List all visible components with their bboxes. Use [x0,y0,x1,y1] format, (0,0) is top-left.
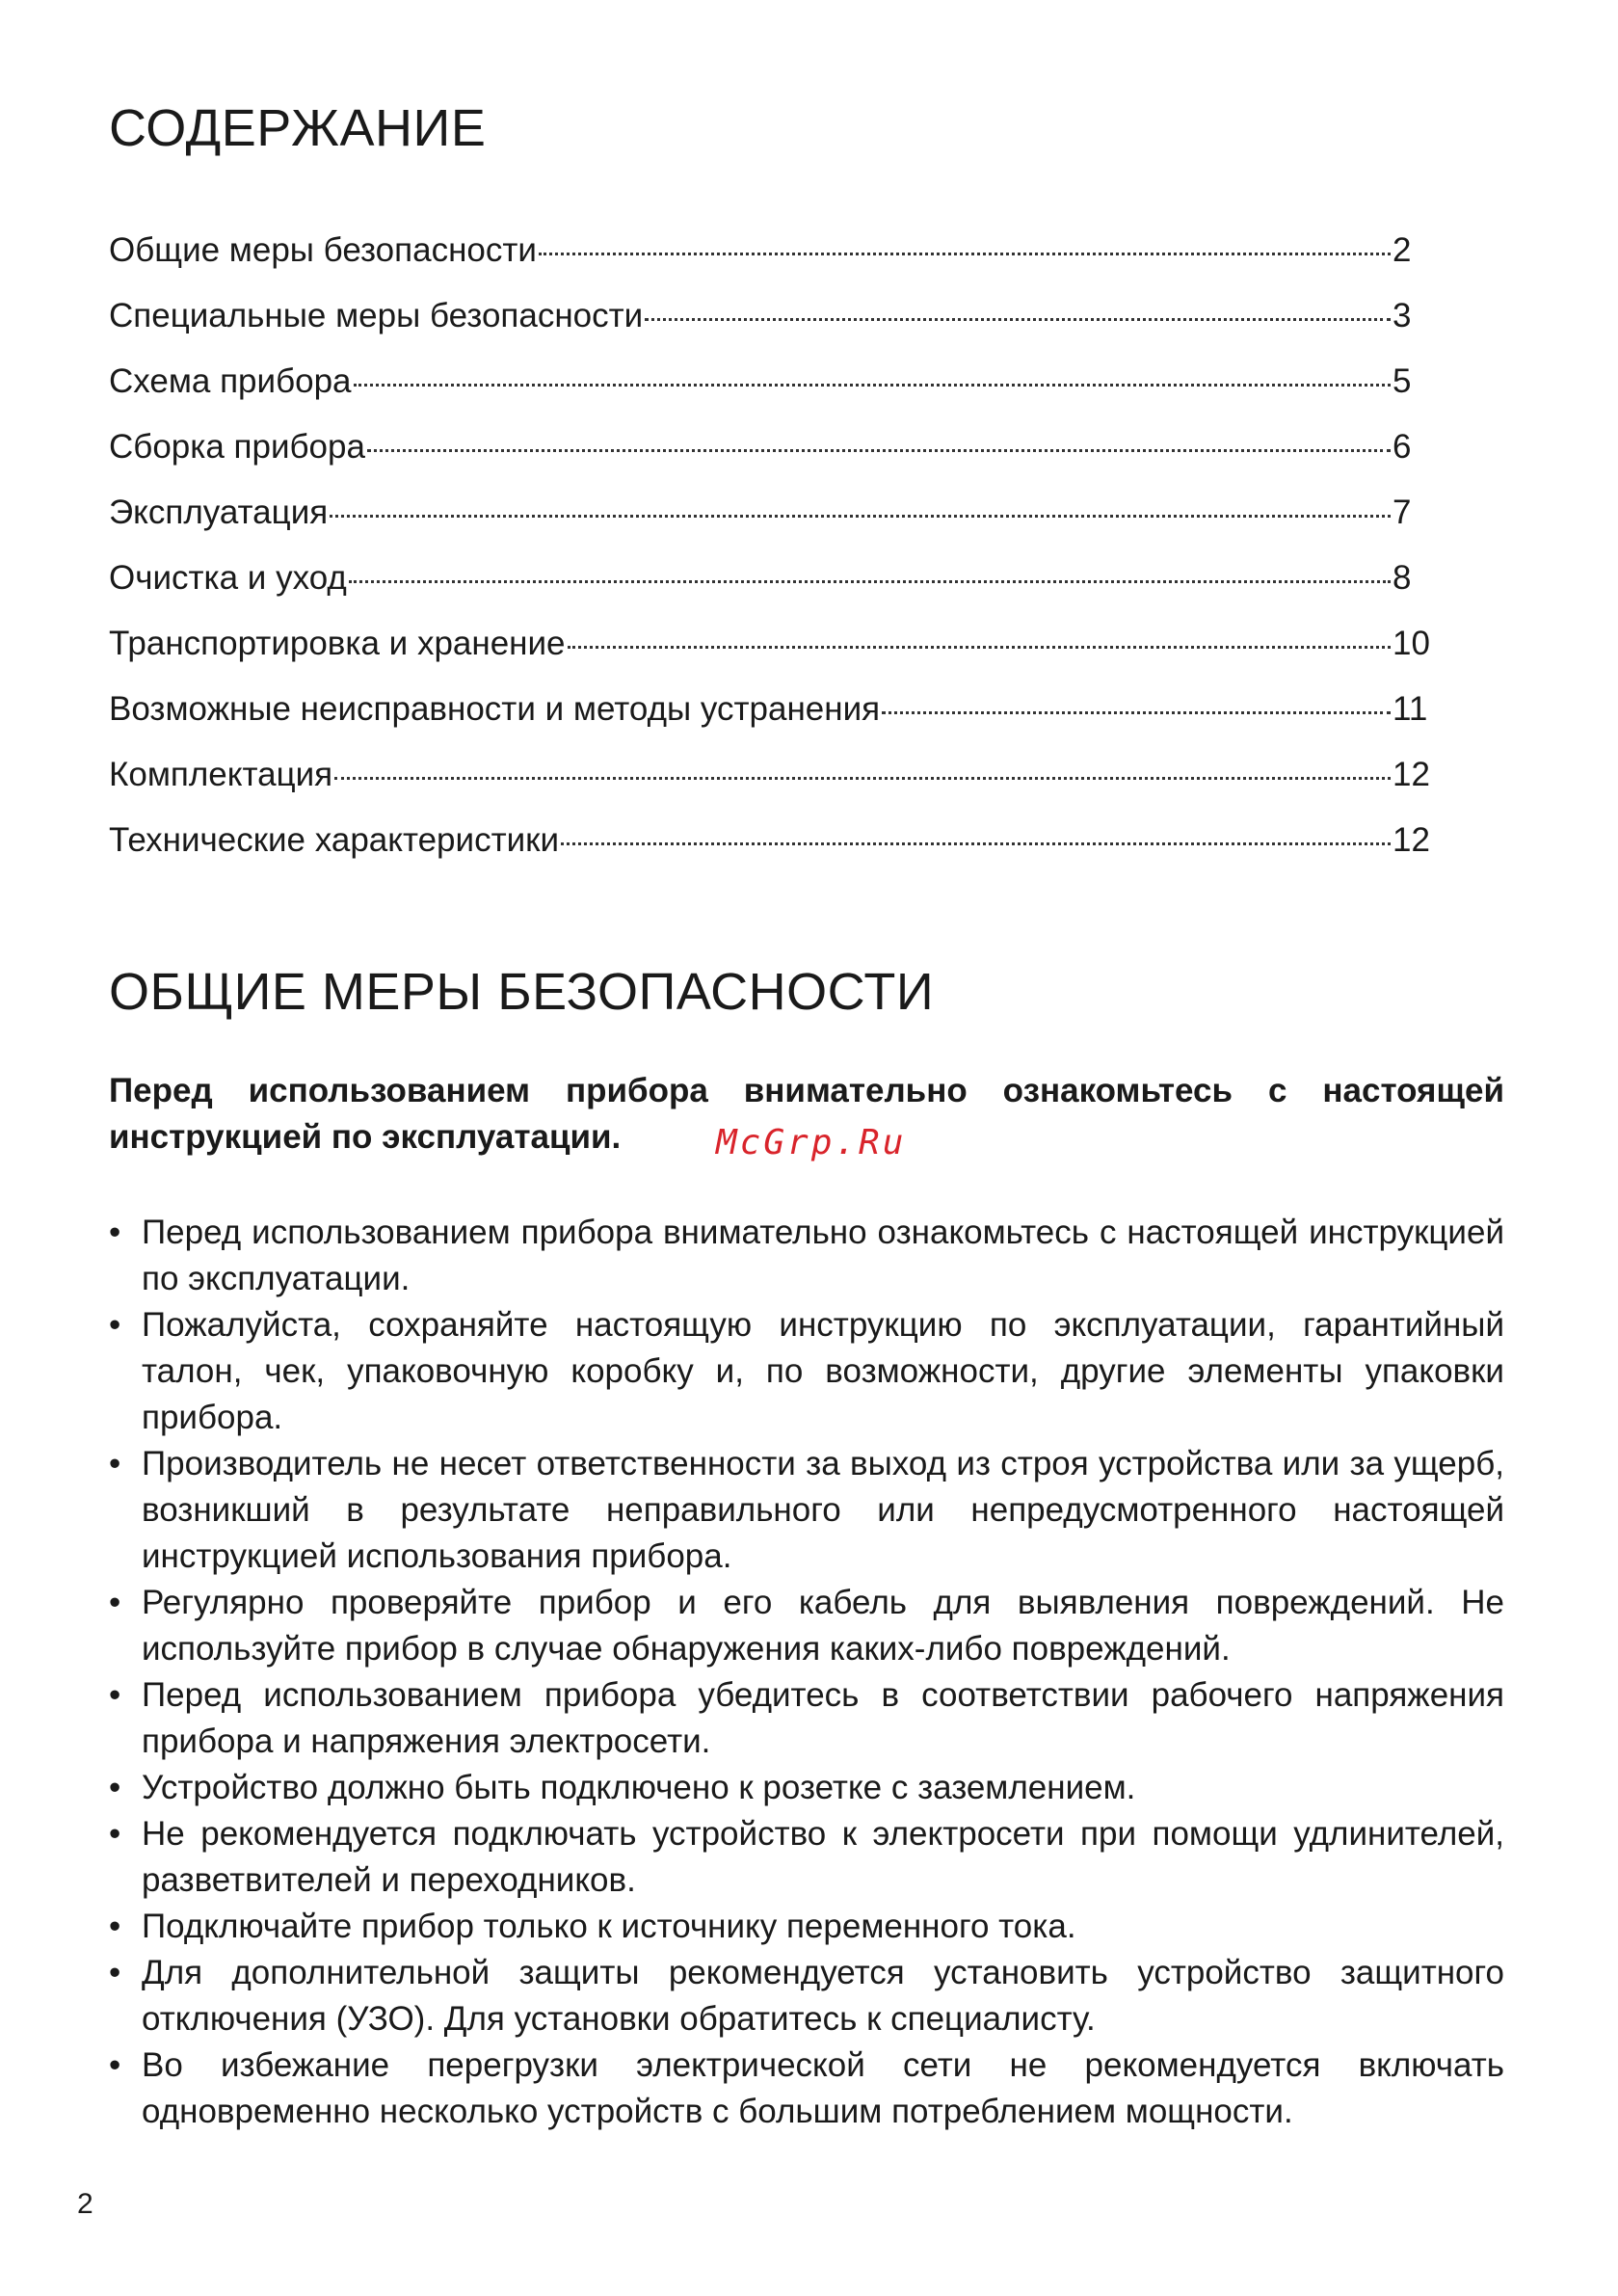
toc-item[interactable] [109,555,1439,621]
bullet-icon: • [109,1908,121,1945]
list-item [109,1950,1504,2042]
bullet-icon: • [109,1306,121,1344]
list-item [109,1302,1504,1441]
toc-item[interactable] [109,227,1439,293]
bullet-icon: • [109,1769,121,1806]
toc-item-page: 12 [1393,821,1430,859]
toc-item-page: 6 [1393,428,1412,466]
watermark: McGrp.Ru [716,1123,907,1162]
bullet-text: Подключайте прибор только к источнику переменного тока. [142,1908,1076,1945]
bullet-icon: • [109,1676,121,1714]
bullet-text: Перед использованием прибора убедитесь в соответствии рабочего напряжения прибора и напряжения электросети. [142,1676,1504,1760]
bullet-icon: • [109,2046,121,2084]
toc-item-label: Общие меры безопасности [109,231,537,269]
toc-item[interactable] [109,621,1439,686]
toc-item-page: 8 [1393,559,1412,597]
toc-leader-dots [561,842,1391,845]
toc-item[interactable] [109,293,1439,359]
toc-item-page: 5 [1393,362,1412,400]
list-item [109,1811,1504,1904]
toc-leader-dots [330,515,1391,518]
bullet-text: Для дополнительной защиты рекомендуется установить устройство защитного отключения (УЗО). Для установки обратитесь к специалисту. [142,1954,1504,2038]
toc-leader-dots [349,580,1391,583]
list-item [109,1765,1504,1811]
toc-item[interactable] [109,752,1439,817]
toc-leader-dots [568,646,1391,649]
bullet-icon: • [109,1214,121,1251]
table-of-contents [109,227,1439,883]
bullet-text: Регулярно проверяйте прибор и его кабель для выявления повреждений. Не используйте прибор в случае обнаружения каких-либо повреждений. [142,1584,1504,1668]
toc-leader-dots [354,384,1391,387]
bullet-icon: • [109,1445,121,1482]
toc-item-label: Эксплуатация [109,494,329,531]
bullet-text: Устройство должно быть подключено к розетке с заземлением. [142,1769,1136,1806]
toc-title: СОДЕРЖАНИЕ [109,99,487,157]
bullet-text: Не рекомендуется подключать устройство к электросети при помощи удлинителей, разветвителей и переходников. [142,1815,1504,1899]
toc-leader-dots [367,449,1391,452]
safety-bullet-list [109,1210,1504,2135]
bullet-text: Пожалуйста, сохраняйте настоящую инструкцию по эксплуатации, гарантийный талон, чек, упаковочную коробку и, по возможности, другие элементы упаковки прибора. [142,1306,1504,1436]
safety-intro: Перед использованием прибора внимательно ознакомьтесь с настоящей инструкцией по эксплуатации. [109,1072,1504,1156]
toc-item-page: 10 [1393,625,1430,662]
toc-item-label: Очистка и уход [109,559,347,597]
toc-item-label: Специальные меры безопасности [109,297,644,334]
bullet-text: Перед использованием прибора внимательно ознакомьтесь с настоящей инструкцией по эксплуатации. [142,1214,1504,1297]
toc-item-label: Транспортировка и хранение [109,625,566,662]
toc-item[interactable] [109,817,1439,883]
toc-item-label: Комплектация [109,756,333,793]
toc-item-label: Схема прибора [109,362,352,400]
bullet-icon: • [109,1954,121,1991]
bullet-icon: • [109,1815,121,1853]
toc-item-label: Возможные неисправности и методы устранения [109,690,881,728]
toc-item-page: 7 [1393,494,1412,531]
toc-item[interactable] [109,424,1439,490]
toc-item-page: 12 [1393,756,1430,793]
list-item [109,1210,1504,1302]
list-item [109,1904,1504,1950]
bullet-icon: • [109,1584,121,1621]
page-number: 2 [77,2188,93,2220]
list-item [109,1672,1504,1765]
toc-item[interactable] [109,490,1439,555]
toc-leader-dots [882,711,1391,714]
toc-item[interactable] [109,359,1439,424]
toc-item-page: 11 [1393,690,1428,728]
list-item [109,1441,1504,1580]
toc-leader-dots [334,777,1391,780]
safety-section-title: ОБЩИЕ МЕРЫ БЕЗОПАСНОСТИ [109,963,935,1021]
list-item [109,1580,1504,1672]
toc-leader-dots [645,318,1391,321]
toc-item[interactable] [109,686,1439,752]
list-item [109,2042,1504,2135]
toc-item-page: 3 [1393,297,1412,334]
toc-item-page: 2 [1393,231,1412,269]
toc-leader-dots [539,253,1391,255]
bullet-text: Производитель не несет ответственности за выход из строя устройства или за ущерб, возникший в результате неправильного или непредусмотренного настоящей инструкцией использования прибора. [142,1445,1504,1575]
bullet-text: Во избежание перегрузки электрической сети не рекомендуется включать одновременно несколько устройств с большим потреблением мощности. [142,2046,1504,2130]
toc-item-label: Технические характеристики [109,821,560,859]
toc-item-label: Сборка прибора [109,428,365,466]
